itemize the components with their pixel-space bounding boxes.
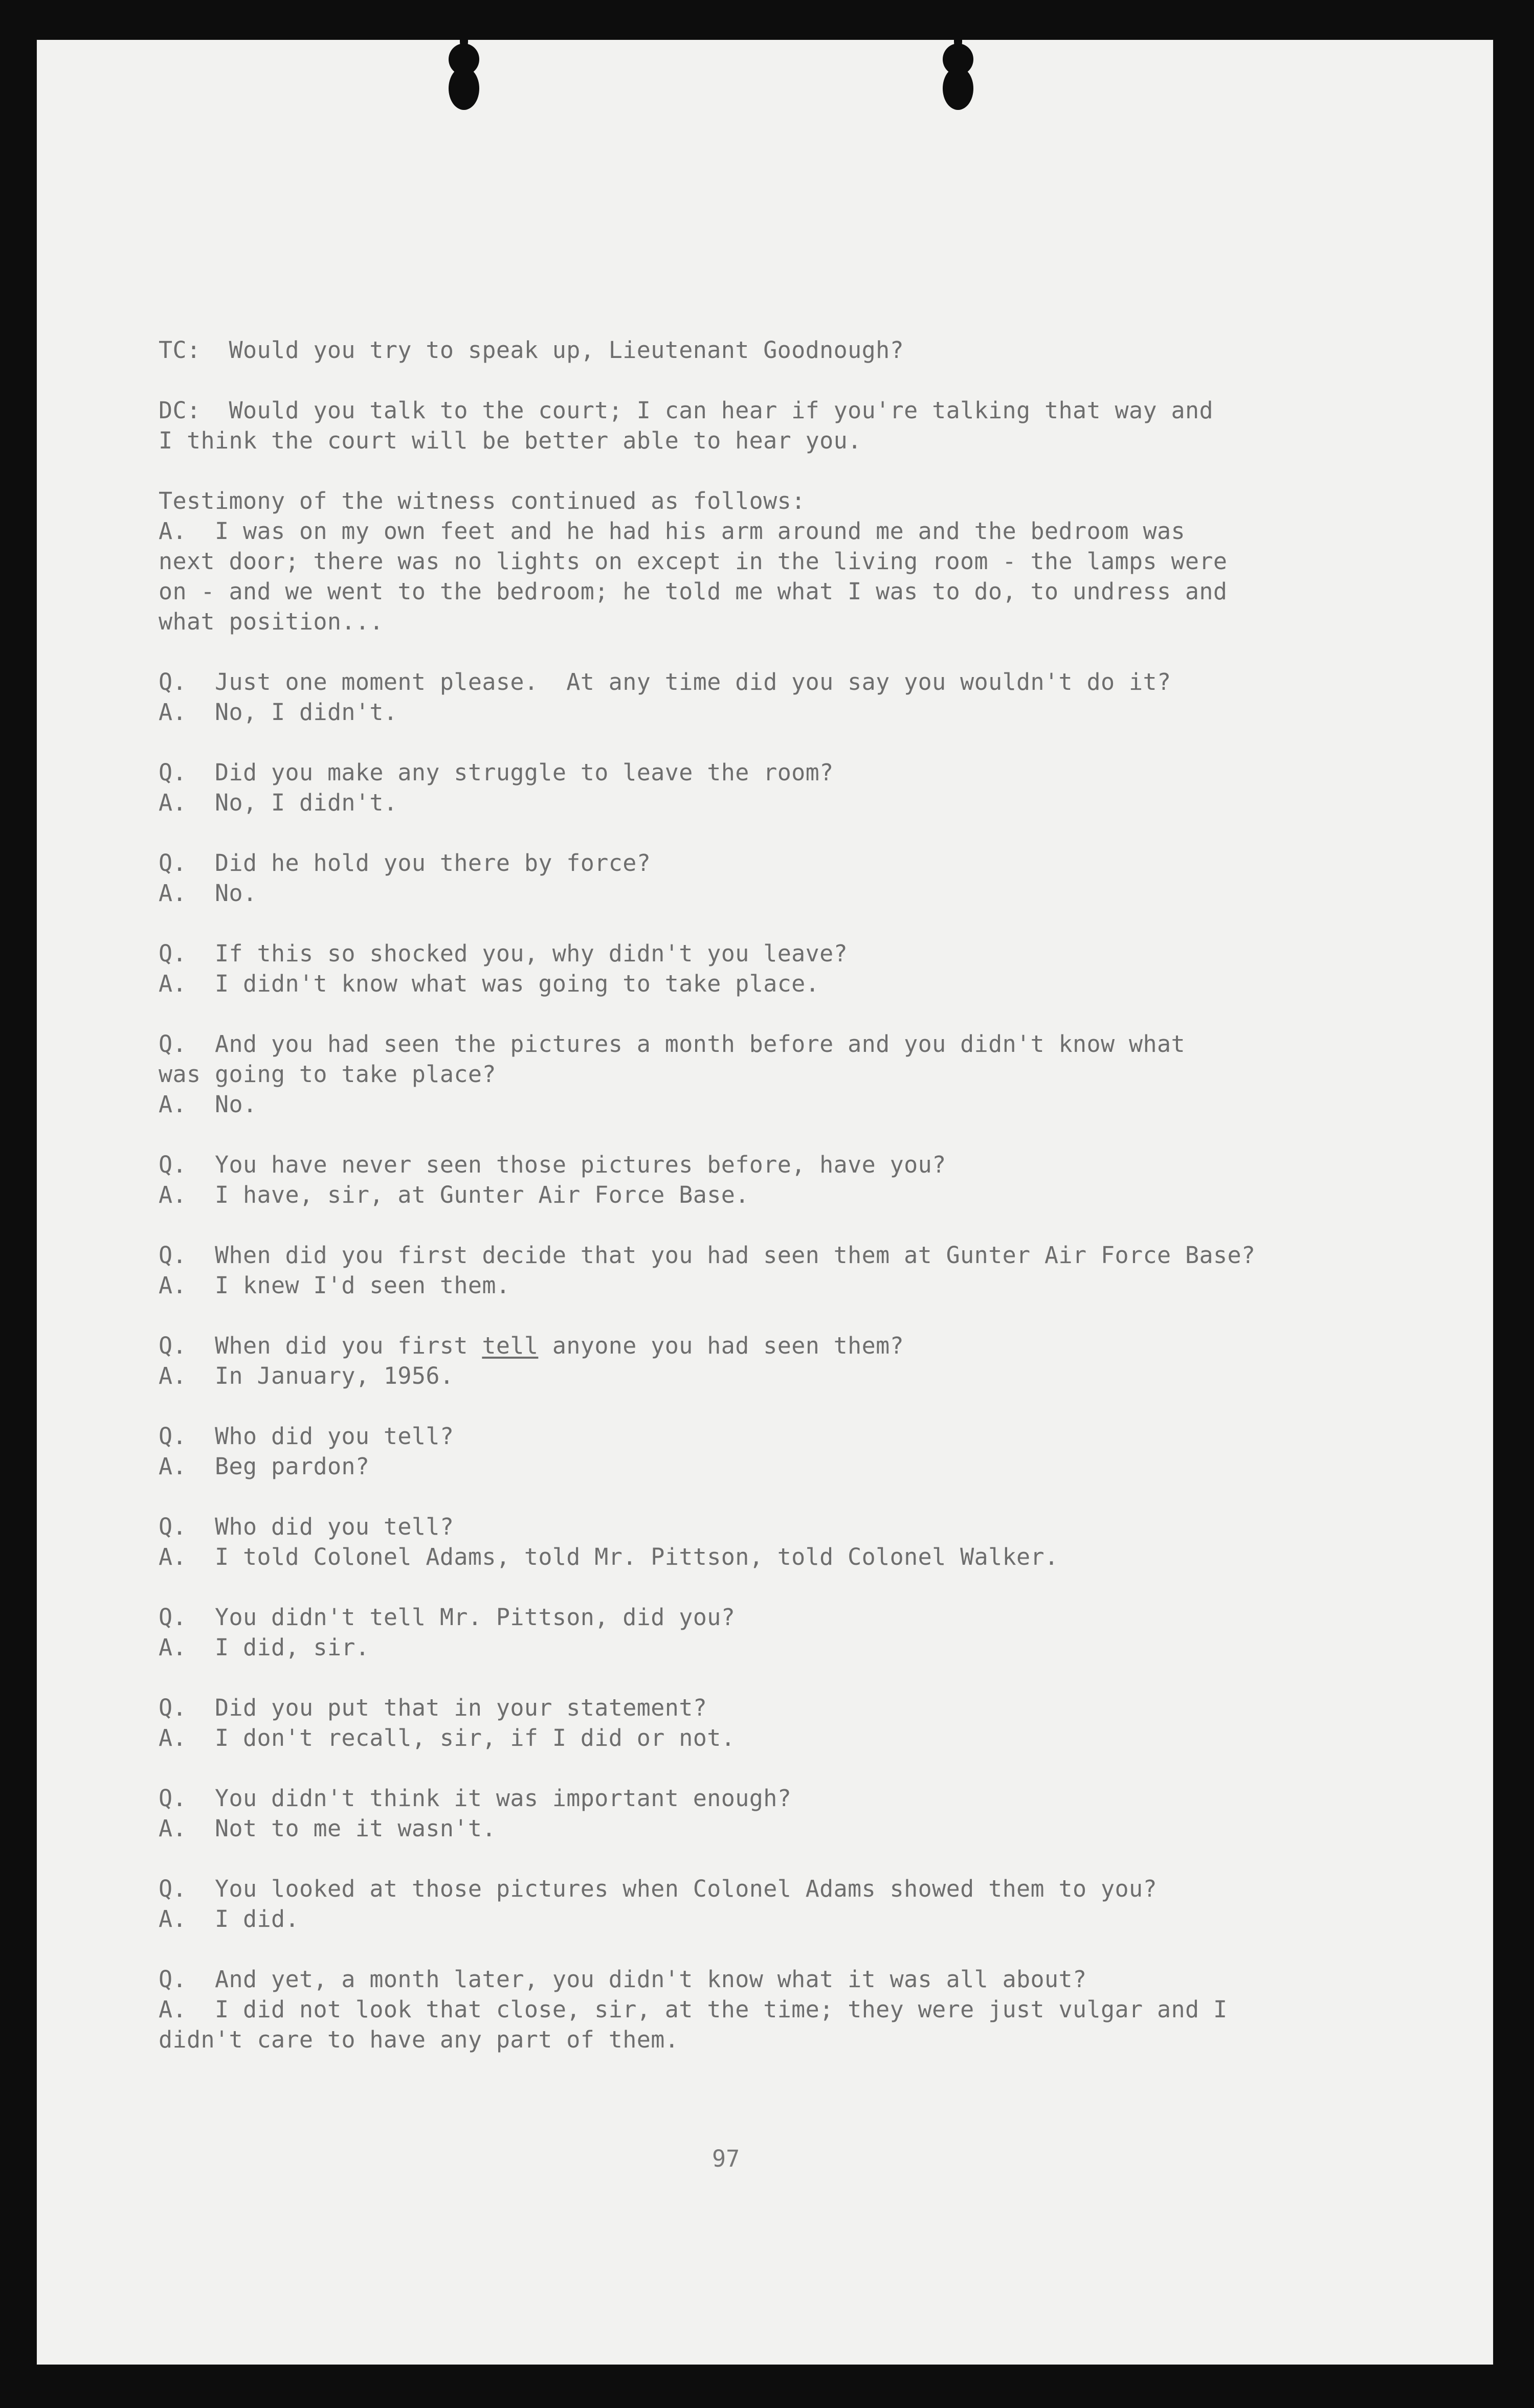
question-label: Q.: [159, 1604, 187, 1631]
answer-continuation: didn't care to have any part of them.: [159, 2026, 679, 2053]
qa-pair-8: [159, 1331, 1417, 1391]
punch-hole-lower: [943, 67, 973, 110]
answer-text: No, I didn't.: [215, 699, 398, 726]
answer-line: [159, 1270, 1417, 1300]
answer-text: No, I didn't.: [215, 789, 398, 816]
qa-pair-7: [159, 1240, 1417, 1300]
question-text: Did you put that in your statement?: [215, 1694, 707, 1721]
question-line: [159, 1421, 1417, 1451]
qa-pair-1: [159, 667, 1417, 727]
answer-label: A.: [159, 1181, 187, 1208]
answer-line: [159, 1723, 1417, 1753]
qa-pair-15: [159, 1964, 1417, 2055]
question-text: When did you first decide that you had seen them at Gunter Air Force Base?: [215, 1242, 1256, 1269]
answer-label: A.: [159, 1453, 187, 1480]
answer-label: A.: [159, 880, 187, 907]
question-label: Q.: [159, 1151, 187, 1178]
answer-label: A.: [159, 1362, 187, 1389]
qa-pair-9: [159, 1421, 1417, 1481]
testimony-answer-line: [159, 516, 1417, 546]
tc-line: [159, 335, 1417, 365]
question-line: [159, 848, 1417, 878]
answer-text: I did, sir.: [215, 1634, 370, 1661]
speaker-label: TC:: [159, 336, 201, 364]
question-label: Q.: [159, 1694, 187, 1721]
answer-line: [159, 1542, 1417, 1572]
speaker-label: DC:: [159, 397, 201, 424]
question-text: If this so shocked you, why didn't you leave?: [215, 940, 848, 967]
question-text-start: When did you first: [215, 1332, 482, 1359]
answer-text: I have, sir, at Gunter Air Force Base.: [215, 1181, 749, 1208]
answer-line: [159, 1904, 1417, 1934]
question-line: [159, 1331, 1417, 1361]
dc-exchange: [159, 395, 1417, 456]
answer-line: [159, 1089, 1417, 1119]
testimony-answer-text: what position...: [159, 608, 384, 635]
question-line: [159, 1150, 1417, 1180]
answer-text: I didn't know what was going to take place.: [215, 970, 820, 997]
answer-line: [159, 1813, 1417, 1843]
answer-line: [159, 697, 1417, 727]
question-text: Just one moment please. At any time did you say you wouldn't do it?: [215, 668, 1171, 695]
question-line: [159, 1874, 1417, 1904]
question-line: [159, 757, 1417, 787]
answer-line: [159, 1180, 1417, 1210]
question-label: Q.: [159, 759, 187, 786]
question-text: Did he hold you there by force?: [215, 849, 651, 876]
question-line: [159, 667, 1417, 697]
qa-pair-11: [159, 1602, 1417, 1662]
underlined-word: tell: [482, 1332, 539, 1359]
answer-line: [159, 1451, 1417, 1481]
answer-text: I did not look that close, sir, at the time; they were just vulgar and I: [215, 1996, 1228, 2023]
qa-pair-13: [159, 1783, 1417, 1843]
answer-label: A.: [159, 1815, 187, 1842]
answer-line: [159, 1994, 1417, 2024]
answer-text: I did.: [215, 1905, 299, 1932]
question-line: [159, 938, 1417, 969]
question-label: Q.: [159, 1242, 187, 1269]
transcript-body: [159, 335, 1417, 2085]
answer-text: No.: [215, 1091, 257, 1118]
question-label: Q.: [159, 940, 187, 967]
question-text: You have never seen those pictures before, have you?: [215, 1151, 946, 1178]
answer-text: Beg pardon?: [215, 1453, 370, 1480]
testimony-answer-text: next door; there was no lights on except in the living room - the lamps were: [159, 548, 1228, 575]
question-label: Q.: [159, 1966, 187, 1993]
question-label: Q.: [159, 1875, 187, 1902]
question-continuation: was going to take place?: [159, 1061, 496, 1088]
punch-hole-left: [449, 23, 479, 110]
qa-pair-6: [159, 1150, 1417, 1210]
question-text: Who did you tell?: [215, 1423, 454, 1450]
question-line: [159, 1029, 1417, 1059]
question-text: You didn't tell Mr. Pittson, did you?: [215, 1604, 736, 1631]
answer-text: In January, 1956.: [215, 1362, 454, 1389]
question-text: You looked at those pictures when Colonel Adams showed them to you?: [215, 1875, 1157, 1902]
dc-text-1: Would you talk to the court; I can hear if you're talking that way and: [229, 397, 1213, 424]
answer-line: [159, 1632, 1417, 1662]
qa-pair-3: [159, 848, 1417, 908]
testimony-intro: Testimony of the witness continued as follows:: [159, 487, 806, 514]
qa-pair-14: [159, 1874, 1417, 1934]
question-label: Q.: [159, 1030, 187, 1057]
question-line: [159, 1602, 1417, 1632]
question-text: And you had seen the pictures a month before and you didn't know what: [215, 1030, 1185, 1057]
testimony-answer-text: I was on my own feet and he had his arm around me and the bedroom was: [215, 517, 1185, 545]
answer-label: A.: [159, 1272, 187, 1299]
qa-pair-2: [159, 757, 1417, 818]
dc-text-2: I think the court will be better able to hear you.: [159, 427, 862, 454]
answer-text: Not to me it wasn't.: [215, 1815, 496, 1842]
answer-label: A.: [159, 1091, 187, 1118]
question-text: Who did you tell?: [215, 1513, 454, 1540]
question-text: Did you make any struggle to leave the room?: [215, 759, 834, 786]
question-line: [159, 1964, 1417, 1994]
question-line: [159, 1512, 1417, 1542]
answer-text: I don't recall, sir, if I did or not.: [215, 1724, 736, 1751]
punch-hole-right: [943, 23, 973, 110]
answer-text: No.: [215, 880, 257, 907]
testimony-block: [159, 486, 1417, 637]
answer-label: A.: [159, 517, 187, 545]
tc-exchange: [159, 335, 1417, 365]
question-label: Q.: [159, 1423, 187, 1450]
answer-line: [159, 1361, 1417, 1391]
qa-pair-4: [159, 938, 1417, 999]
question-line: [159, 1783, 1417, 1813]
answer-line: [159, 878, 1417, 908]
answer-text: I told Colonel Adams, told Mr. Pittson, told Colonel Walker.: [215, 1543, 1059, 1570]
question-label: Q.: [159, 1332, 187, 1359]
qa-pair-5: [159, 1029, 1417, 1119]
question-text: And yet, a month later, you didn't know what it was all about?: [215, 1966, 1087, 1993]
dc-line: [159, 395, 1417, 425]
question-line: [159, 1693, 1417, 1723]
answer-line: [159, 787, 1417, 818]
page-number: 97: [712, 2145, 740, 2172]
question-label: Q.: [159, 1785, 187, 1812]
answer-label: A.: [159, 789, 187, 816]
qa-pair-12: [159, 1693, 1417, 1753]
question-label: Q.: [159, 1513, 187, 1540]
qa-pair-10: [159, 1512, 1417, 1572]
answer-line: [159, 969, 1417, 999]
answer-label: A.: [159, 699, 187, 726]
question-line: [159, 1240, 1417, 1270]
answer-label: A.: [159, 1634, 187, 1661]
answer-label: A.: [159, 970, 187, 997]
tc-text: Would you try to speak up, Lieutenant Goodnough?: [229, 336, 904, 364]
answer-text: I knew I'd seen them.: [215, 1272, 510, 1299]
answer-label: A.: [159, 1724, 187, 1751]
question-label: Q.: [159, 668, 187, 695]
question-label: Q.: [159, 849, 187, 876]
answer-label: A.: [159, 1996, 187, 2023]
answer-label: A.: [159, 1543, 187, 1570]
question-text: You didn't think it was important enough?: [215, 1785, 792, 1812]
answer-label: A.: [159, 1905, 187, 1932]
punch-hole-lower: [449, 67, 479, 110]
question-text-end: anyone you had seen them?: [538, 1332, 904, 1359]
testimony-answer-text: on - and we went to the bedroom; he told me what I was to do, to undress and: [159, 578, 1228, 605]
